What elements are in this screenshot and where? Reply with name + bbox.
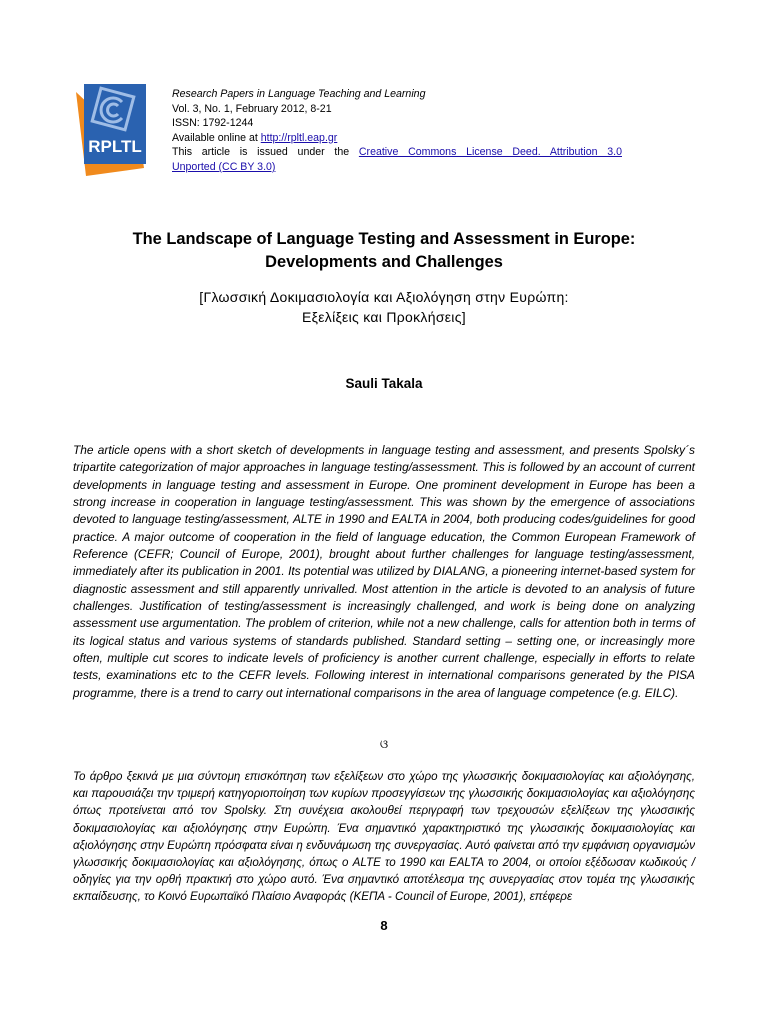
license-link-continued[interactable]: Unported (CC BY 3.0) [172, 160, 276, 173]
title-line-1: The Landscape of Language Testing and Assessment in Europe: [132, 230, 636, 248]
journal-logo [76, 84, 156, 176]
author: Sauli Takala [345, 376, 423, 391]
title-line-2: Developments and Challenges [265, 253, 503, 271]
issn: ISSN: 1792-1244 [172, 117, 254, 130]
greek-title-line-2: Εξελίξεις και Προκλήσεις] [302, 309, 466, 325]
license-link[interactable]: Creative Commons License Deed. Attribution 3.0 [358, 146, 622, 159]
article-title [60, 228, 708, 274]
greek-title [60, 287, 708, 327]
availability [172, 131, 622, 146]
abstract-english: The article opens with a short sketch of developments in language testing and assessment, and presents Spolsky´s tripartite categorization of major approaches in language testing/assessment. This is followed by an account of current developments in language testing and assessment in Europe. One prominent development in Europe has been a strong increase in cooperation in language testing/assessment. This was shown by the emergence of associations devoted to language testing/assessment, ALTE in 1990 and EALTA in 2004, both producing codes/guidelines for good practice. A major outcome of cooperation in the field of language education, the Common European Framework of Reference (CEFR; Council of Europe, 2001), brought about further challenges for language testing/assessment, immediately after its publication in 2001. Its potential was utilized by DIALANG, a pioneering internet-based system for diagnostic assessment and still apparently unrivalled. Most attention in the article is devoted to an analysis of future challenges. Justification of testing/assessment is increasingly challenged, and work is being done on analyzing assessment use argumentation. The problem of criterion, while not a new challenge, calls for attention both in terms of its logical status and various systems of standards published. Standard setting – setting one, or increasingly more often, multiple cut scores to indicate levels of proficiency is another current challenge, especially in efforts to relate tests, examinations etc to the CEFR levels. Following interest in international comparisons generated by the PISA programme, there is a trend to carry out international comparisons in the area of language competence (e.g. EILC). [73, 443, 695, 700]
availability-label: Available online at [172, 131, 261, 144]
journal-url-link[interactable]: http://rpltl.eap.gr [260, 131, 338, 144]
journal-header [172, 87, 622, 175]
license-label: This article is issued under the [172, 146, 359, 159]
section-separator: ଓ [379, 737, 389, 751]
journal-name: Research Papers in Language Teaching and Learning [172, 88, 426, 100]
abstract-greek: Το άρθρο ξεκινά με μια σύντομη επισκόπηση των εξελίξεων στο χώρο της γλωσσικής δοκιμασιολογίας και αξιολόγησης, και παρουσιάζει την τριμερή κατηγοριοποίηση των κυρίων προσεγγίσεων της γλωσσικής δοκιμασιολογίας και αξιολόγησης όπως προτείνεται από τον Spolsky. Στη συνέχεια ακολουθεί περιγραφή των τρεχουσών εξελίξεων της γλωσσικής δοκιμασιολογίας και αξιολόγησης στην Ευρώπη. Ένα σημαντικό χαρακτηριστικό της γλωσσικής δοκιμασιολογίας και αξιολόγησης στην Ευρώπη πρόσφατα είναι η ενδυνάμωση της συνεργασίας. Αυτό φαίνεται από την εμφάνιση οργανισμών γλωσσικής δοκιμασιολογίας και αξιολόγησης, όπως ο ALTE το 1990 και EALTA το 2004, οι οποίοι εξέδωσαν κωδικούς / οδηγίες για την ορθή πρακτική στο χώρο αυτό. Ένα σημαντικό αποτέλεσμα της συνεργασίας στον τομέα της γλωσσικής εκπαίδευσης, το Κοινό Ευρωπαϊκό Πλαίσιο Αναφοράς (ΚΕΠΑ - Council of Europe, 2001), επέφερε [73, 770, 695, 904]
greek-title-line-1: [Γλωσσική Δοκιμασιολογία και Αξιολόγηση στην Ευρώπη: [199, 289, 569, 305]
page-number: 8 [380, 918, 388, 933]
license-line [172, 145, 622, 160]
svg-text:RPLTL: RPLTL [88, 137, 142, 156]
volume-info: Vol. 3, No. 1, February 2012, 8-21 [172, 102, 332, 115]
